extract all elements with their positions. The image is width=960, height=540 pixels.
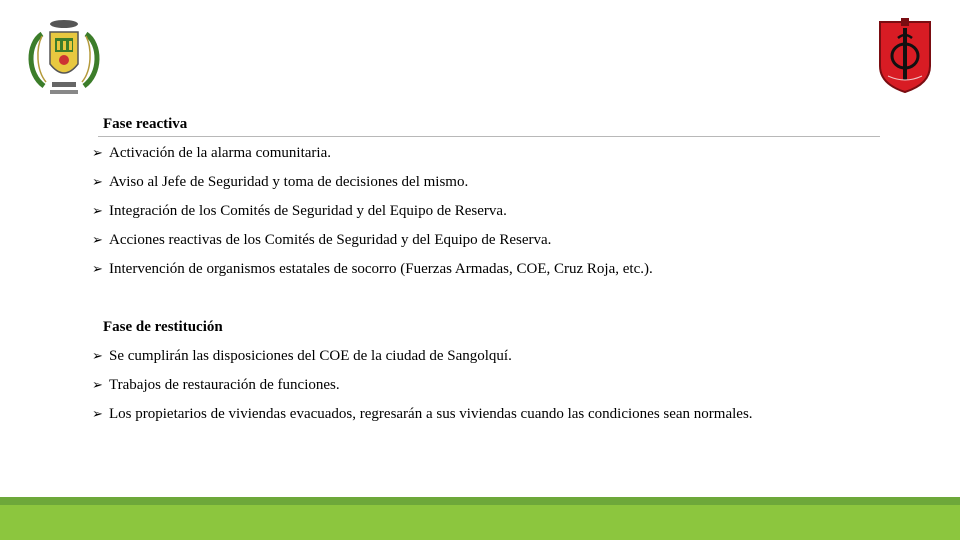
- section-heading-restitucion: Fase de restitución: [103, 319, 223, 335]
- section-heading-reactiva: Fase reactiva: [103, 116, 188, 132]
- arrow-bullet-icon: ➢: [92, 233, 103, 248]
- list-item: ➢ Aviso al Jefe de Seguridad y toma de decisiones del mismo.: [92, 174, 469, 190]
- list-item: ➢ Intervención de organismos estatales de socorro (Fuerzas Armadas, COE, Cruz Roja, etc.).: [92, 261, 653, 277]
- list-item: ➢ Activación de la alarma comunitaria.: [92, 145, 331, 161]
- arrow-bullet-icon: ➢: [92, 349, 103, 364]
- list-item: ➢ Trabajos de restauración de funciones.: [92, 377, 340, 393]
- list-item: ➢ Integración de los Comités de Seguridad y del Equipo de Reserva.: [92, 203, 507, 219]
- red-shield-logo: [870, 14, 940, 96]
- list-item: ➢ Los propietarios de viviendas evacuados, regresarán a sus viviendas cuando las condiciones sean normales.: [92, 406, 753, 422]
- arrow-bullet-icon: ➢: [92, 175, 103, 190]
- list-item: ➢ Se cumplirán las disposiciones del COE de la ciudad de Sangolquí.: [92, 348, 512, 364]
- arrow-bullet-icon: ➢: [92, 262, 103, 277]
- arrow-bullet-icon: ➢: [92, 378, 103, 393]
- footer-bar: [0, 497, 960, 540]
- arrow-bullet-icon: ➢: [92, 407, 103, 422]
- army-crest-logo: [22, 14, 106, 100]
- list-item: ➢ Acciones reactivas de los Comités de Seguridad y del Equipo de Reserva.: [92, 232, 552, 248]
- arrow-bullet-icon: ➢: [92, 204, 103, 219]
- divider-line: [98, 136, 880, 137]
- arrow-bullet-icon: ➢: [92, 146, 103, 161]
